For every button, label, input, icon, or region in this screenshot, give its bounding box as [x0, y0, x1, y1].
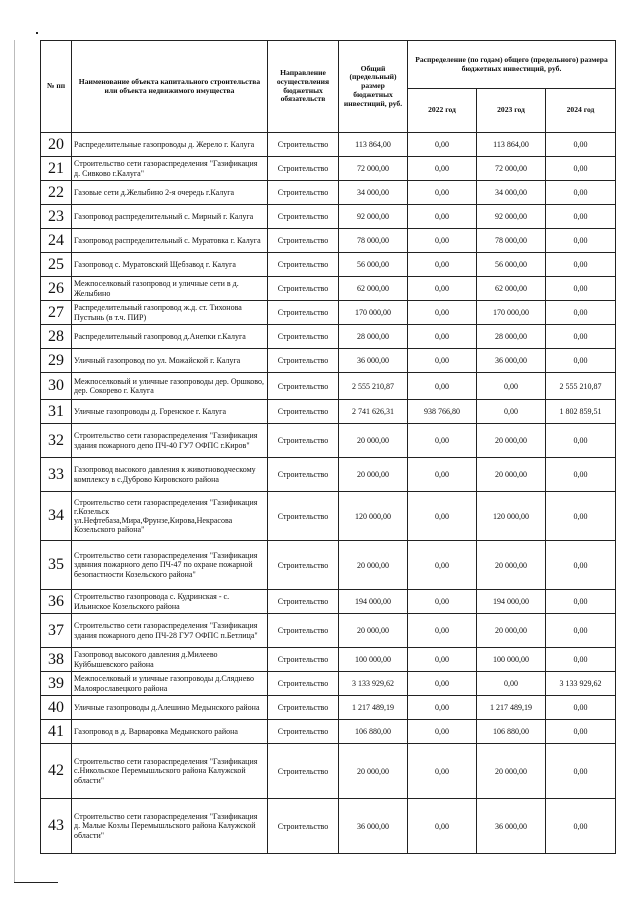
- row-2022: 0,00: [408, 648, 477, 672]
- row-direction: Строительство: [268, 229, 339, 253]
- row-2024: 1 802 859,51: [546, 400, 616, 424]
- row-total: 1 217 489,19: [339, 696, 408, 720]
- row-2022: 0,00: [408, 672, 477, 696]
- row-2022: 0,00: [408, 157, 477, 181]
- row-2022: 938 766,80: [408, 400, 477, 424]
- table-row: [41, 277, 616, 301]
- row-2024: 0,00: [546, 492, 616, 541]
- row-2022: 0,00: [408, 720, 477, 744]
- row-2024: 0,00: [546, 205, 616, 229]
- row-2023: 20 000,00: [477, 744, 546, 799]
- row-2022: 0,00: [408, 253, 477, 277]
- row-2023: 0,00: [477, 672, 546, 696]
- row-2022: 0,00: [408, 424, 477, 458]
- table-row: [41, 799, 616, 854]
- header-year-2024: 2024 год: [546, 89, 616, 133]
- row-direction: Строительство: [268, 492, 339, 541]
- row-number: 27: [41, 301, 72, 325]
- row-2023: 100 000,00: [477, 648, 546, 672]
- table-row: [41, 614, 616, 648]
- table-row: [41, 672, 616, 696]
- row-object-name: Газопровод с. Муратовский Щебзавод г. Калуга: [72, 253, 268, 277]
- row-2024: 0,00: [546, 301, 616, 325]
- row-2022: 0,00: [408, 301, 477, 325]
- row-2022: 0,00: [408, 744, 477, 799]
- row-total: 34 000,00: [339, 181, 408, 205]
- row-number: 39: [41, 672, 72, 696]
- row-number: 42: [41, 744, 72, 799]
- row-object-name: Уличный газопровод по ул. Можайской г. Калуга: [72, 349, 268, 373]
- header-name: Наименование объекта капитального строительства или объекта недвижимого имущества: [72, 41, 268, 133]
- row-object-name: Строительство сети газораспределения "Газификация здвнния пожарного депо ПЧ-47 по охране пожарной безопастности Козельского района": [72, 541, 268, 590]
- table-row: [41, 492, 616, 541]
- table-row: [41, 400, 616, 424]
- row-object-name: Газопровод распределительный с. Мирный г. Калуга: [72, 205, 268, 229]
- row-total: 92 000,00: [339, 205, 408, 229]
- row-2023: 34 000,00: [477, 181, 546, 205]
- row-2023: 0,00: [477, 373, 546, 400]
- row-2024: 0,00: [546, 253, 616, 277]
- row-total: 106 880,00: [339, 720, 408, 744]
- row-2022: 0,00: [408, 349, 477, 373]
- header-distribution: Распределение (по годам) общего (предельного) размера бюджетных инвестиций, руб.: [408, 41, 616, 89]
- row-number: 29: [41, 349, 72, 373]
- row-2024: 0,00: [546, 720, 616, 744]
- row-number: 24: [41, 229, 72, 253]
- row-2024: 0,00: [546, 541, 616, 590]
- row-direction: Строительство: [268, 277, 339, 301]
- table-row: [41, 424, 616, 458]
- row-2023: 113 864,00: [477, 133, 546, 157]
- row-object-name: Строительство сети газораспределения "Газификация д. Сивково г.Калуга": [72, 157, 268, 181]
- row-object-name: Распределительные газопроводы д. Жерело г. Калуга: [72, 133, 268, 157]
- row-2023: 28 000,00: [477, 325, 546, 349]
- header-year-2022: 2022 год: [408, 89, 477, 133]
- row-number: 38: [41, 648, 72, 672]
- row-object-name: Межпоселковый и уличные газопроводы д.Слядневo Малоярославецкого района: [72, 672, 268, 696]
- table-row: [41, 648, 616, 672]
- row-number: 22: [41, 181, 72, 205]
- budget-investment-table: [40, 40, 616, 854]
- table-row: [41, 157, 616, 181]
- row-2022: 0,00: [408, 325, 477, 349]
- row-number: 30: [41, 373, 72, 400]
- table-body: [41, 133, 616, 854]
- row-total: 2 555 210,87: [339, 373, 408, 400]
- row-direction: Строительство: [268, 696, 339, 720]
- row-direction: Строительство: [268, 253, 339, 277]
- row-number: 40: [41, 696, 72, 720]
- row-number: 36: [41, 590, 72, 614]
- row-total: 20 000,00: [339, 424, 408, 458]
- row-total: 56 000,00: [339, 253, 408, 277]
- row-direction: Строительство: [268, 614, 339, 648]
- row-object-name: Распределительный газопровод ж.д. ст. Тихонова Пустынь (в т.ч. ПИР): [72, 301, 268, 325]
- row-total: 20 000,00: [339, 458, 408, 492]
- row-direction: Строительство: [268, 648, 339, 672]
- table-row: [41, 181, 616, 205]
- table-row: [41, 744, 616, 799]
- row-object-name: Межпоселковый и уличные газопроводы дер. Оршково, дер. Сокорево г. Калуга: [72, 373, 268, 400]
- row-number: 37: [41, 614, 72, 648]
- row-2024: 0,00: [546, 229, 616, 253]
- row-2023: 20 000,00: [477, 541, 546, 590]
- row-2024: 0,00: [546, 614, 616, 648]
- row-2022: 0,00: [408, 133, 477, 157]
- table-row: [41, 301, 616, 325]
- row-2022: 0,00: [408, 492, 477, 541]
- row-number: 25: [41, 253, 72, 277]
- row-2022: 0,00: [408, 458, 477, 492]
- table-row: [41, 696, 616, 720]
- row-direction: Строительство: [268, 458, 339, 492]
- row-direction: Строительство: [268, 325, 339, 349]
- row-number: 23: [41, 205, 72, 229]
- table-row: [41, 590, 616, 614]
- row-2023: 20 000,00: [477, 458, 546, 492]
- row-direction: Строительство: [268, 349, 339, 373]
- header-num: № пп: [41, 41, 72, 133]
- row-2023: 1 217 489,19: [477, 696, 546, 720]
- row-object-name: Межпоселковый газопровод и уличные сети в д. Желыбино: [72, 277, 268, 301]
- row-direction: Строительство: [268, 373, 339, 400]
- row-object-name: Строительство газопровода с. Кудринская - с. Ильинское Козельского района: [72, 590, 268, 614]
- row-direction: Строительство: [268, 590, 339, 614]
- row-2023: 194 000,00: [477, 590, 546, 614]
- row-total: 3 133 929,62: [339, 672, 408, 696]
- row-direction: Строительство: [268, 157, 339, 181]
- row-total: 120 000,00: [339, 492, 408, 541]
- row-direction: Строительство: [268, 744, 339, 799]
- header-direction: Направление осуществления бюджетных обязательств: [268, 41, 339, 133]
- row-number: 32: [41, 424, 72, 458]
- row-direction: Строительство: [268, 424, 339, 458]
- row-total: 170 000,00: [339, 301, 408, 325]
- row-object-name: Уличные газопроводы д.Алешино Медынского района: [72, 696, 268, 720]
- row-total: 2 741 626,31: [339, 400, 408, 424]
- table-row: [41, 253, 616, 277]
- row-direction: Строительство: [268, 181, 339, 205]
- row-2024: 0,00: [546, 325, 616, 349]
- row-2022: 0,00: [408, 614, 477, 648]
- row-direction: Строительство: [268, 133, 339, 157]
- row-2024: 0,00: [546, 590, 616, 614]
- row-number: 20: [41, 133, 72, 157]
- row-2022: 0,00: [408, 181, 477, 205]
- row-object-name: Газопровод высокого давления д.Милеево Куйбышевского района: [72, 648, 268, 672]
- row-number: 28: [41, 325, 72, 349]
- row-direction: Строительство: [268, 541, 339, 590]
- row-2022: 0,00: [408, 590, 477, 614]
- row-total: 62 000,00: [339, 277, 408, 301]
- row-object-name: Уличные газопроводы д. Горенское г. Калуга: [72, 400, 268, 424]
- row-2023: 20 000,00: [477, 424, 546, 458]
- row-2024: 0,00: [546, 349, 616, 373]
- row-number: 41: [41, 720, 72, 744]
- row-2024: 0,00: [546, 799, 616, 854]
- row-object-name: Строительство сети газораспределения "Газификация с.Никольское Перемышльского района Калужской области": [72, 744, 268, 799]
- row-number: 35: [41, 541, 72, 590]
- row-number: 34: [41, 492, 72, 541]
- row-direction: Строительство: [268, 799, 339, 854]
- footnote-rule: [14, 882, 58, 883]
- row-total: 20 000,00: [339, 614, 408, 648]
- row-direction: Строительство: [268, 672, 339, 696]
- row-object-name: Строительство сети газораспределения "Газификация здания пожарного депо ПЧ-28 ГУ7 ОФПС п.Бетлица": [72, 614, 268, 648]
- row-total: 20 000,00: [339, 744, 408, 799]
- row-2023: 36 000,00: [477, 799, 546, 854]
- row-total: 72 000,00: [339, 157, 408, 181]
- row-2022: 0,00: [408, 205, 477, 229]
- row-total: 78 000,00: [339, 229, 408, 253]
- row-2022: 0,00: [408, 373, 477, 400]
- row-object-name: Строительство сети газораспределения "Газификация д. Малые Козлы Перемышльского района Калужской области": [72, 799, 268, 854]
- row-2023: 106 880,00: [477, 720, 546, 744]
- row-total: 36 000,00: [339, 799, 408, 854]
- row-total: 28 000,00: [339, 325, 408, 349]
- table-row: [41, 541, 616, 590]
- row-direction: Строительство: [268, 720, 339, 744]
- row-object-name: Строительство сети газораспределения "Газификация здания пожарного депо ПЧ-40 ГУ7 ОФПС г.Киров": [72, 424, 268, 458]
- row-2023: 62 000,00: [477, 277, 546, 301]
- row-2023: 56 000,00: [477, 253, 546, 277]
- row-total: 36 000,00: [339, 349, 408, 373]
- row-object-name: Газовые сети д.Желыбино 2-я очередь г.Калуга: [72, 181, 268, 205]
- row-2024: 0,00: [546, 744, 616, 799]
- row-number: 26: [41, 277, 72, 301]
- row-object-name: Строительство сети газораспределения "Газификация г.Козельск ул.Нефтебаза,Мира,Фрунзе,Кирова,Некрасова Козельского района": [72, 492, 268, 541]
- row-2024: 3 133 929,62: [546, 672, 616, 696]
- row-total: 194 000,00: [339, 590, 408, 614]
- table-row: [41, 373, 616, 400]
- row-number: 43: [41, 799, 72, 854]
- table-row: [41, 205, 616, 229]
- row-object-name: Газопровод распределительный с. Муратовка г. Калуга: [72, 229, 268, 253]
- row-direction: Строительство: [268, 301, 339, 325]
- row-2024: 0,00: [546, 181, 616, 205]
- table-row: [41, 349, 616, 373]
- row-number: 33: [41, 458, 72, 492]
- row-2022: 0,00: [408, 696, 477, 720]
- row-2024: 2 555 210,87: [546, 373, 616, 400]
- row-2022: 0,00: [408, 541, 477, 590]
- page-edge-line: [14, 40, 15, 882]
- row-2024: 0,00: [546, 648, 616, 672]
- row-2023: 36 000,00: [477, 349, 546, 373]
- row-2022: 0,00: [408, 277, 477, 301]
- row-2023: 20 000,00: [477, 614, 546, 648]
- row-2023: 78 000,00: [477, 229, 546, 253]
- row-2024: 0,00: [546, 458, 616, 492]
- row-total: 100 000,00: [339, 648, 408, 672]
- row-object-name: Распределительный газопровод д.Анепки г.Калуга: [72, 325, 268, 349]
- row-total: 113 864,00: [339, 133, 408, 157]
- row-2024: 0,00: [546, 424, 616, 458]
- row-2024: 0,00: [546, 277, 616, 301]
- header-total: Общий (предельный) размер бюджетных инвестиций, руб.: [339, 41, 408, 133]
- row-2023: 92 000,00: [477, 205, 546, 229]
- row-2024: 0,00: [546, 696, 616, 720]
- table-row: [41, 325, 616, 349]
- row-number: 21: [41, 157, 72, 181]
- table-row: [41, 720, 616, 744]
- table-row: [41, 458, 616, 492]
- row-object-name: Газопровод высокого давления к животноводческому комплексу в с.Дуброво Кировского района: [72, 458, 268, 492]
- scan-dot: [36, 32, 38, 34]
- row-direction: Строительство: [268, 400, 339, 424]
- row-2023: 0,00: [477, 400, 546, 424]
- header-year-2023: 2023 год: [477, 89, 546, 133]
- row-2022: 0,00: [408, 229, 477, 253]
- row-2023: 120 000,00: [477, 492, 546, 541]
- row-2024: 0,00: [546, 133, 616, 157]
- row-number: 31: [41, 400, 72, 424]
- row-object-name: Газопровод в д. Варваровка Медынского района: [72, 720, 268, 744]
- row-2024: 0,00: [546, 157, 616, 181]
- row-2023: 170 000,00: [477, 301, 546, 325]
- row-direction: Строительство: [268, 205, 339, 229]
- row-total: 20 000,00: [339, 541, 408, 590]
- table-row: [41, 133, 616, 157]
- table-row: [41, 229, 616, 253]
- row-2023: 72 000,00: [477, 157, 546, 181]
- row-2022: 0,00: [408, 799, 477, 854]
